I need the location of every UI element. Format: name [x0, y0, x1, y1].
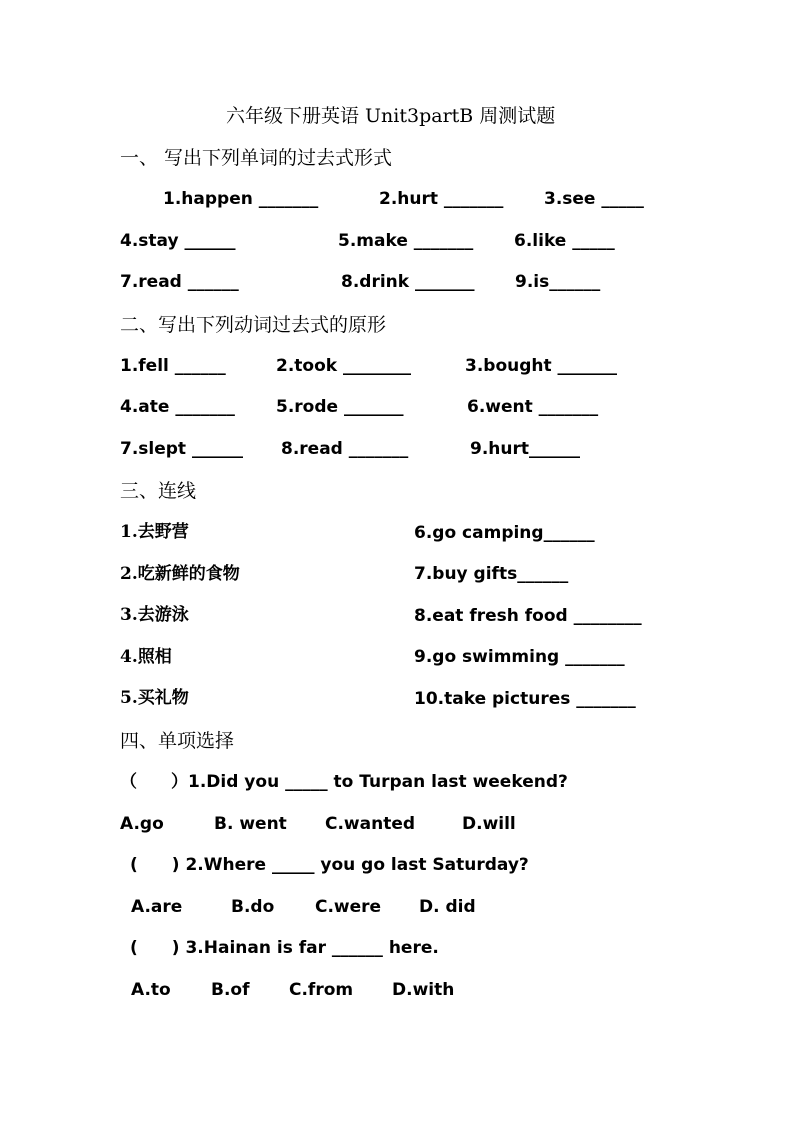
match-left-3: 3.去游泳 — [120, 605, 189, 625]
item-s2-6: 6.went _______ — [467, 397, 599, 417]
match-left-1: 1.去野营 — [120, 522, 189, 542]
match-left-5: 5.买礼物 — [120, 688, 189, 708]
q1-option-a: A.go — [120, 814, 164, 834]
question-1-stem: （ ）1.Did you _____ to Turpan last weekend? — [120, 772, 568, 792]
q2-option-d: D. did — [419, 897, 476, 917]
question-3-stem: ( ) 3.Hainan is far ______ here. — [130, 938, 439, 958]
q3-option-a: A.to — [131, 980, 171, 1000]
item-s2-4: 4.ate _______ — [120, 397, 235, 417]
q3-option-b: B.of — [211, 980, 250, 1000]
q2-option-b: B.do — [231, 897, 275, 917]
section-heading-2: 二、写出下列动词过去式的原形 — [120, 314, 387, 336]
section-heading-3: 三、连线 — [120, 480, 197, 502]
q3-option-c: C.from — [289, 980, 354, 1000]
item-s1-4: 4.stay ______ — [120, 231, 236, 251]
match-right-9: 9.go swimming _______ — [414, 647, 625, 667]
q2-option-a: A.are — [131, 897, 183, 917]
item-s1-9: 9.is______ — [515, 272, 601, 292]
q2-option-c: C.were — [315, 897, 382, 917]
item-s1-1: 1.happen _______ — [163, 189, 319, 209]
item-s2-7: 7.slept ______ — [120, 439, 243, 459]
item-s2-2: 2.took ________ — [276, 356, 411, 376]
item-s1-5: 5.make _______ — [338, 231, 474, 251]
q1-option-b: B. went — [214, 814, 287, 834]
q1-option-c: C.wanted — [325, 814, 416, 834]
section-heading-1: 一、 写出下列单词的过去式形式 — [120, 147, 393, 169]
item-s2-3: 3.bought _______ — [465, 356, 618, 376]
q1-option-d: D.will — [462, 814, 516, 834]
match-right-8: 8.eat fresh food ________ — [414, 606, 642, 626]
page-title: 六年级下册英语 Unit3partB 周测试题 — [226, 105, 556, 127]
q3-option-d: D.with — [392, 980, 455, 1000]
item-s1-2: 2.hurt _______ — [379, 189, 504, 209]
item-s1-7: 7.read ______ — [120, 272, 239, 292]
item-s1-3: 3.see _____ — [544, 189, 644, 209]
match-right-10: 10.take pictures _______ — [414, 689, 636, 709]
match-right-6: 6.go camping______ — [414, 523, 595, 543]
section-heading-4: 四、单项选择 — [120, 730, 235, 752]
match-left-2: 2.吃新鲜的食物 — [120, 564, 240, 584]
match-right-7: 7.buy gifts______ — [414, 564, 569, 584]
item-s1-8: 8.drink _______ — [341, 272, 475, 292]
item-s2-5: 5.rode _______ — [276, 397, 404, 417]
item-s2-1: 1.fell ______ — [120, 356, 226, 376]
item-s2-8: 8.read _______ — [281, 439, 409, 459]
item-s1-6: 6.like _____ — [514, 231, 615, 251]
item-s2-9: 9.hurt______ — [470, 439, 581, 459]
question-2-stem: ( ) 2.Where _____ you go last Saturday? — [130, 855, 529, 875]
match-left-4: 4.照相 — [120, 647, 172, 667]
